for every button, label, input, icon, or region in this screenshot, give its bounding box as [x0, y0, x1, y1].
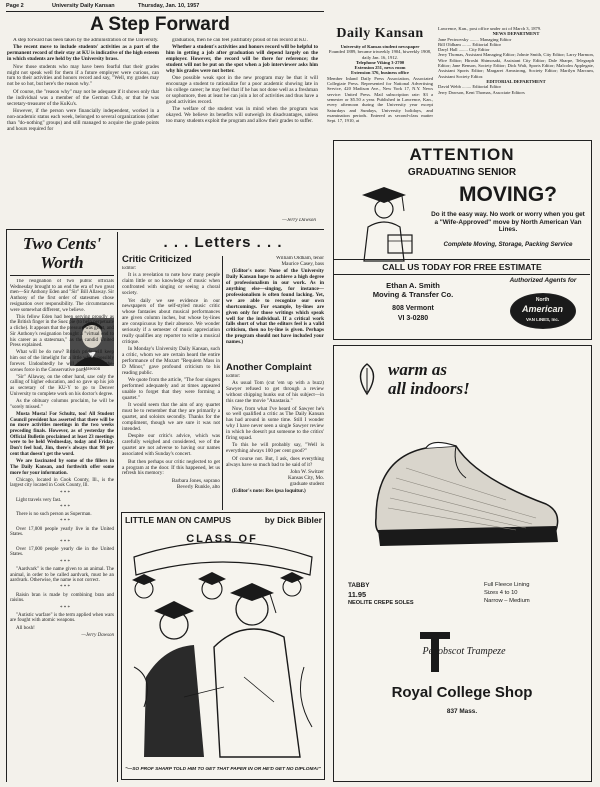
page-number: Page 2: [6, 3, 24, 9]
editorial-paragraph: The recent move to include students' activities as a part of the permanent record of their stay at KU is indicative of the high esteem in which students are held by the University brass.: [7, 44, 159, 63]
staff-line: Jerry Dawson, Kent Thomas, Associate Editors: [438, 89, 525, 95]
column-separator: * * *: [60, 585, 70, 591]
cartoon-title: LITTLE MAN ON CAMPUS: [125, 515, 231, 525]
column-separator: * * *: [60, 539, 70, 545]
cartoon-byline: by Dick Bibler: [264, 515, 322, 525]
shoe-widths: Narrow – Medium: [484, 598, 530, 604]
letter-signers: William Oldham, tenor Maurice Casey, bass: [275, 256, 324, 267]
letter-signers: Barbara Jones, soprano Beverly Runkle, alto: [171, 477, 220, 490]
photo-caption: Dawson: [83, 367, 101, 372]
editorial-rule: [6, 229, 324, 230]
letter-signers: John W. Switzer Kansas City, Mo. graduate student: [288, 469, 324, 487]
letter-paragraph: It would seem that the aim of any quartet must be to remember that they are primarily a quartet, and soloists secondly. Thanks for the compliment, though we are sure it was not intended.: [122, 402, 220, 433]
issue-date: Thursday, Jan. 10, 1957: [138, 3, 200, 9]
folio-rule: [6, 11, 324, 12]
leaf-icon: [352, 362, 382, 396]
column-paragraph: We are fascinated by some of the fillers in The Daily Kansan, and forthwith offer some more for your information.: [10, 459, 114, 476]
masthead-line: University of Kansas student newspaper: [340, 44, 420, 49]
staff-line: NEWS DEPARTMENT: [492, 31, 540, 37]
store-name: Royal College Shop: [391, 684, 533, 701]
van-lines-logo: [510, 293, 576, 329]
column-paragraph: All bosh!: [16, 625, 35, 631]
column-heading-rule: [10, 275, 114, 276]
staff-line: Lawrence, Kan., post office under act of March 3, 1879.: [438, 26, 542, 31]
column-paragraph: Raisin bran is made by combining bran and raisins.: [10, 592, 114, 604]
letter-paragraph: Now, from what I've heard of Sawyer he's so well qualified a critic as The Daily Kansan has had around in some time. Still I wonder why I have never seen a single Sawyer review in which he doesn't put someone to the critics' firing squad.: [226, 405, 324, 442]
store-address: 837 Mass.: [446, 708, 478, 715]
shoe-lining: Full Fleece Lining: [484, 582, 530, 588]
column-separator: * * *: [60, 605, 70, 611]
masthead-line: Founded 1889, became triweekly 1904, biweekly 1908, daily Jan. 16, 1912.: [328, 49, 432, 60]
staff-line: Jerry Thomas, Assistant Managing Editor; Johnie Smith, City Editor; Larry Harmon, Wire Editor; Hiroshi Shimosaki, Assistant City Editor; Dale Sharpe, Telegraph Editor; Jane Benson, Society Editor; Dick Walt, Sports Editor; Malcolm Applegate, Assistant Sports Editor; Margaret Armstrong, Society Editor; Marilyn Marcum, Assistant Society Editor.: [438, 52, 594, 79]
editorial-paragraph: One possible weak spot in the new program may be that it will encourage a student to rationalize for a poor academic showing late in his college career; he may feel that if he has not done well as a freshman or sophomore, then at least he can join a lot of activities and thus have a good activities record.: [166, 75, 318, 106]
shoe-price: 11.95: [348, 590, 367, 599]
letter-paragraph: It is a revelation to note how many people claim little or no knowledge of music when confronted with singing or seeing a choral society.: [122, 272, 220, 297]
column-left-rule: [6, 230, 7, 782]
column-heading-line: Two Cents': [22, 234, 102, 253]
shoe-sole: NEOLITE CREPE SOLES: [348, 600, 414, 606]
ad-attention: ATTENTION: [409, 145, 515, 164]
letter-paragraph: But then perhaps our critic neglected to get a program at the door. If this happened, let us refresh his memory:: [122, 458, 220, 477]
shoe-illustration: [356, 418, 570, 568]
shoe-maker: Penobscot Trampeze: [422, 646, 506, 657]
column-paragraph: "Autistic warfare" is the term applied when wars are fought with atomic weapons.: [10, 612, 114, 624]
ad-graduating: GRADUATING SENIOR: [407, 167, 517, 178]
logo-bottom-text: VAN LINES, Inc.: [525, 317, 560, 322]
column-paragraph: Over 17,000 people yearly live in the United States.: [10, 526, 114, 538]
masthead-line: Member Inland Daily Press Association, Associated Collegiate Press. Represented for National Advertising Service, 420 Madison Ave., New York 17, N.Y. News service: United Press. Mail subscription rate: $3 a semester or $5.50 a year. Published in Lawrence, Kan., every afternoon during the University year except Saturdays and Sundays, University holidays, and examination periods. Entered as second-class matter Sept. 17, 1910, at: [327, 75, 433, 124]
cartoon-caption: "—SO PROF SHARP TOLD HIM TO GET THAT PAPER IN OR HE'D GET NO DIPLOMA!": [125, 767, 321, 772]
letter-paragraph: Despite our critic's advice, which was carefully weighed and considered, we of the quartet are not adverse to having our names associated with Sunday's concert.: [122, 433, 220, 458]
column-signature: —Jerry Dawson: [81, 632, 114, 638]
column-paragraph: Light travels very fast.: [16, 497, 62, 503]
ad-divider: [334, 274, 590, 275]
staff-line: David Webb ........ Editorial Editor: [438, 84, 502, 90]
letter1-column-1: [122, 266, 220, 510]
letter-paragraph: We quote from the article, "The four singers performed adequately and at times appeared unable to forget that they were forming a quartet.": [122, 377, 220, 402]
editorial-paragraph: graduation, then he can feel justifiably proud of his record at KU.: [172, 38, 308, 43]
ad-agents: Authorized Agents for: [509, 277, 577, 284]
letter-paragraph: In Monday's University Daily Kansan, such a critic, whom we are certain heard the entire performance of the Mozart "Requiem Mass in D Minor," gave profound criticism to his reading public.: [122, 346, 220, 376]
editorial-paragraph: Whether a student's activities and honors record will be helpful to him in getting a job after graduation will depend largely on the employer. However, the record will be there for reference; the student will not be put on the spot when a job interviewer asks him why his grades were not better.: [166, 44, 318, 75]
ad-company: Ethan A. Smith Moving & Transfer Co.: [372, 281, 454, 299]
letter-paragraph: Yet daily we see evidence in our newspapers of the self-styled music critic whose fantasies about musical performances are given column inches, but whose by-lines are conspicuous by their absence. We wonder seriously if a semester of music appreciation really qualifies any reporter to write a musical critique.: [122, 297, 220, 345]
letter-paragraph: Of course not. But, I ask, does everything always have so much bad to be said of it?: [226, 455, 324, 468]
masthead-nameplate: Daily Kansan: [336, 26, 424, 41]
editor-note: (Editor's note: None of the University Daily Kansan hope to achieve a high degree of professionalism in our work. As in anything else—singing, for instance—professionalism is often found lacking. Yet, we are able to recognize our own shortcomings. For example, by-lines are given only for those writings which speak well for the individual. If a critical work falls short of what the editors feel is a valid criticism, then no by-line is given. Perhaps the program should not have included your names.): [226, 268, 324, 346]
ad-phone: VI 3-0280: [397, 315, 429, 322]
ad-pitch: Do it the easy way. No work or worry when you get a "Wife-Approved" move by North American Van Lines.: [431, 211, 585, 234]
masthead-line: Extension 251, news room: [354, 65, 406, 71]
ad-call: CALL US TODAY FOR FREE ESTIMATE: [382, 262, 542, 272]
letter-paragraph: As usual Tom (cut 'em up with a buzz) Sawyer refused to get through a review without chipping hunks out of his subject—in this case the movie "Anastasia.": [226, 380, 324, 405]
column-paragraph: Chicago, located in Cook County, Ill., is the largest city located in Cook County, Ill.: [10, 477, 114, 489]
letter-paragraph: To this he will probably say, "Well is everything always 100 per cent good?": [226, 442, 324, 455]
cartoon-panel: [121, 512, 325, 780]
paper-name: University Daily Kansan: [52, 3, 115, 9]
ad-divider: [334, 259, 590, 260]
staff-line: Bill Oldham ........ Editorial Editor: [438, 41, 502, 47]
column-paragraph: The resignation of two public officials Wednesday brought to an end the era of two great men—Sir Anthony Eden and "Sir" Bill Allaway. Sir Anthony of the first order of statesmen chose resignation over responsibility. The circumstances were somewhat different, we believe.: [10, 279, 114, 313]
column-separator: * * *: [60, 490, 70, 496]
shoe-brand: TABBY: [348, 582, 370, 589]
logo-main-text: American: [521, 304, 564, 314]
letter2-body: [226, 374, 324, 510]
logo-top-text: North: [535, 297, 550, 303]
letter1-column-2: [226, 256, 324, 360]
masthead-line: Telephone Viking 3-2700: [355, 59, 405, 65]
letters-divider: [222, 256, 223, 510]
editorial-headline: A Step Forward: [90, 14, 230, 35]
cartoon-banner: CLASS OF: [186, 533, 258, 545]
grad-student-illustration: [344, 183, 424, 267]
shoe-headline: warm as all indoors!: [388, 360, 470, 398]
moving-ad: [333, 140, 592, 340]
column-body: [10, 279, 114, 779]
letter1-title: Critic Criticized: [122, 254, 192, 265]
ad-services: Complete Moving, Storage, Packing Service: [443, 241, 573, 248]
column-paragraph: "Aardvark" is the name given to an animal. The animal, in order to be called aardvark, must be an aardvark. Otherwise, the name is not correct.: [10, 566, 114, 584]
editorial-paragraph: The welfare of the student was in mind when the program was okayed. We believe its benefits will outweigh its disadvantages, unless too many students exploit the program and allow their grades to suffer.: [166, 106, 318, 125]
cartoon-illustration: [124, 527, 322, 767]
column-divider: [117, 232, 118, 782]
ad-address: 808 Vermont: [392, 305, 434, 312]
column-heading-line: Worth: [40, 253, 84, 272]
column-paragraph: There is no such person as Superman.: [16, 512, 92, 518]
column-separator: * * *: [60, 559, 70, 565]
staff-line: Jane Pecinovsky ........ Managing Editor: [438, 36, 512, 42]
column-separator: * * *: [60, 505, 70, 511]
column-paragraph: This fellow Eden had been serving proudly as the British finger in the Suez pie (to help perpetuate a cliche). It appears that the pressure was great, and Sir Anthony's resignation brought a "virtual end to his career as a statesman," as the candid United Press explained.: [10, 314, 114, 349]
letter2-title: Another Complaint: [226, 362, 312, 373]
editorial-column-1: [7, 38, 159, 238]
letters-heading: . . . Letters . . .: [163, 234, 283, 251]
column-separator: * * *: [60, 519, 70, 525]
shoe-sizes: Sizes 4 to 10: [484, 590, 518, 596]
shoe-ad: [333, 345, 592, 782]
editorial-paragraph: However, if the person were financially independent, worked in a non-academic status each week, belonged to several organizations (other than "do-nothing" groups) and still managed to acquire the grade points and hours required for: [7, 107, 159, 132]
editorial-column-2: [166, 38, 318, 218]
editorial-signature: —Jerry Dawson: [282, 218, 316, 223]
editorial-paragraph: A step forward has been taken by the administration of the University.: [13, 38, 159, 43]
staff-line: Daryl Hall ........ City Editor: [438, 47, 490, 53]
editor-note: (Editor's note: Res ipsa loquitur.): [232, 488, 306, 495]
column-paragraph: "Sir" Allaway, on the other hand, saw only the calling of higher education, and so gave up his job as secretary of the KU-Y to go to Denver University to complete work on his doctor's degree.: [10, 374, 114, 397]
column-paragraph: What will be do now? British pride will keep him out of the limelight for a little while, possibly forever. Undoubtedly he will be a behind-the-scenes force in the Conservative party.: [10, 350, 114, 373]
ad-moving: MOVING?: [459, 183, 557, 206]
column-paragraph: Over 17,000 people yearly die in the United States.: [10, 546, 114, 558]
letter-paragraph: Editor:: [226, 374, 241, 379]
letter-paragraph: Editor:: [122, 266, 137, 271]
staff-line: EDITORIAL DEPARTMENT: [486, 78, 546, 84]
column-paragraph: Musta Musta! For Schultz, too! All Student Council president has asserted that there will be no more activities meetings in the two weeks preceding finals. However, as of yesterday the Official Bulletin proclaimed at least 23 meetings were to be held Wednesday, today and Friday. Don't feel bad, Jim, there's always that 98 per cent that doesn't get the word.: [10, 411, 114, 457]
editorial-paragraph: Now those students who may have been fearful that their grades might not speak well for them if a future employer were curious, can turn to their activities and honors record and say, "Well, my grades may not be so hot, but here's the reason why.": [7, 63, 159, 88]
column-heading: [10, 234, 114, 272]
editorial-paragraph: Of course, the "reason why" may not be adequate if it shows only that the individual was a member of the German Club, or that he was secretary-treasurer of the KuKu's.: [7, 88, 159, 107]
masthead-line: Extension 376, business office: [351, 70, 409, 76]
column-paragraph: As the obituary columns proclaim, he will be "sorely missed.": [10, 399, 114, 410]
